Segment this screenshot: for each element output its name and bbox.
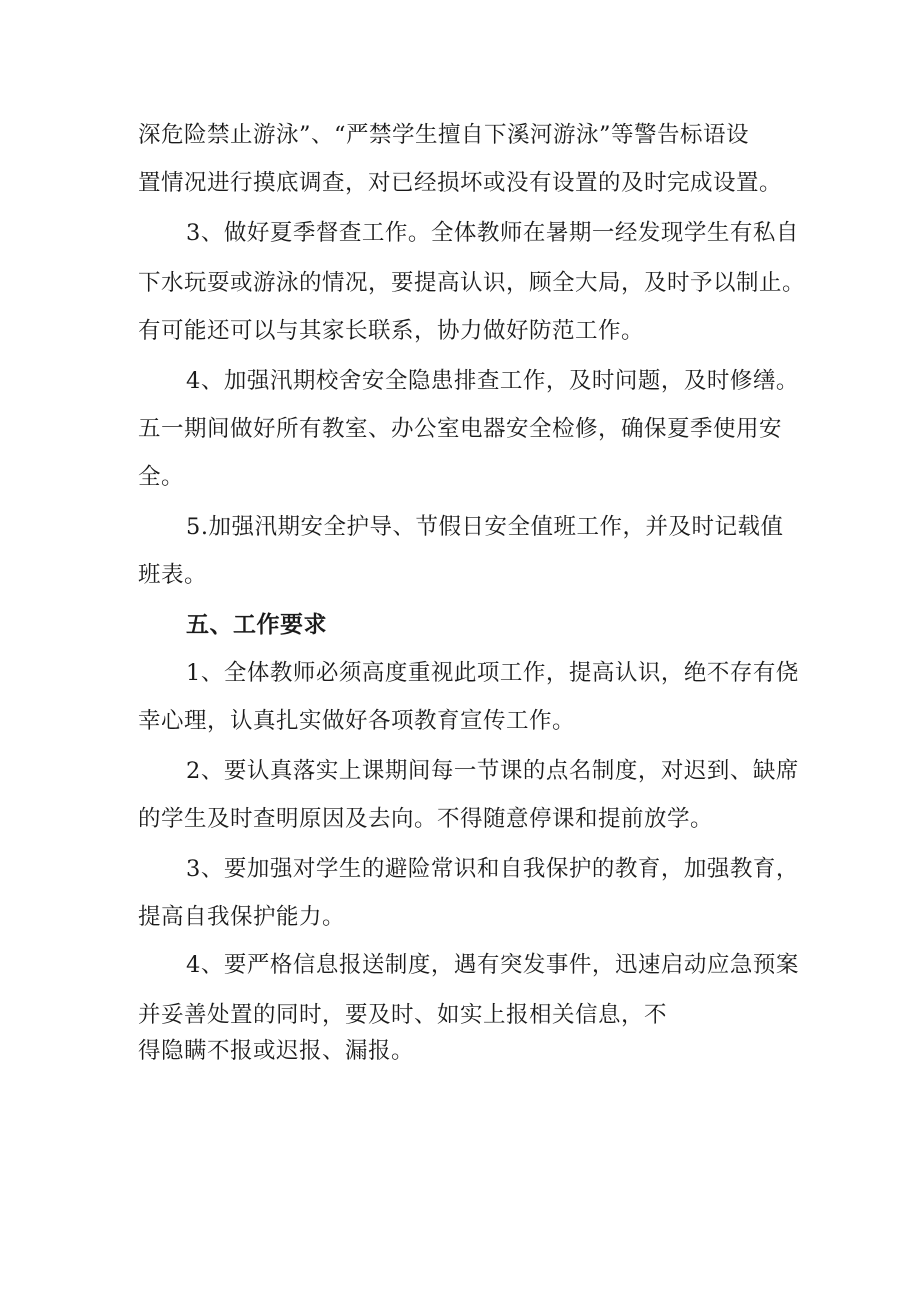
paragraph-start: 4、加强汛期校舍安全隐患排查工作，及时问题，及时修缮。 (186, 368, 799, 394)
text-line: 有可能还可以与其家长联系，协力做好防范工作。 (138, 318, 645, 344)
text-line: 班表。 (138, 562, 208, 588)
paragraph-start: 4、要严格信息报送制度，遇有突发事件，迅速启动应急预案 (186, 952, 799, 978)
text-line: 下水玩耍或游泳的情况，要提高认识，顾全大局，及时予以制止。 (138, 270, 806, 296)
text-line: 深危险禁止游泳”、“严禁学生擅自下溪河游泳”等警告标语设 (138, 122, 750, 148)
text-line: 并妥善处置的同时，要及时、如实上报相关信息，不 (138, 1002, 668, 1028)
text-line: 置情况进行摸底调查，对已经损坏或没有设置的及时完成设置。 (138, 170, 783, 196)
text-line: 全。 (138, 464, 185, 490)
paragraph-start: 1、全体教师必须高度重视此项工作，提高认识，绝不存有侥 (186, 660, 799, 686)
text-line: 五一期间做好所有教室、办公室电器安全检修，确保夏季使用安 (138, 416, 783, 442)
text-line: 提高自我保护能力。 (138, 904, 346, 930)
text-line: 得隐瞒不报或迟报、漏报。 (138, 1038, 415, 1064)
text-line: 幸心理，认真扎实做好各项教育宣传工作。 (138, 708, 576, 734)
paragraph-start: 2、要认真落实上课期间每一节课的点名制度，对迟到、缺席 (186, 758, 799, 784)
section-heading: 五、工作要求 (186, 612, 327, 638)
paragraph-start: 3、要加强对学生的避险常识和自我保护的教育，加强教育， (186, 856, 799, 882)
text-line: 的学生及时查明原因及去向。不得随意停课和提前放学。 (138, 806, 714, 832)
paragraph-start: 5.加强汛期安全护导、节假日安全值班工作，并及时记载值 (186, 514, 784, 540)
paragraph-start: 3、做好夏季督查工作。全体教师在暑期一经发现学生有私自 (186, 220, 799, 246)
